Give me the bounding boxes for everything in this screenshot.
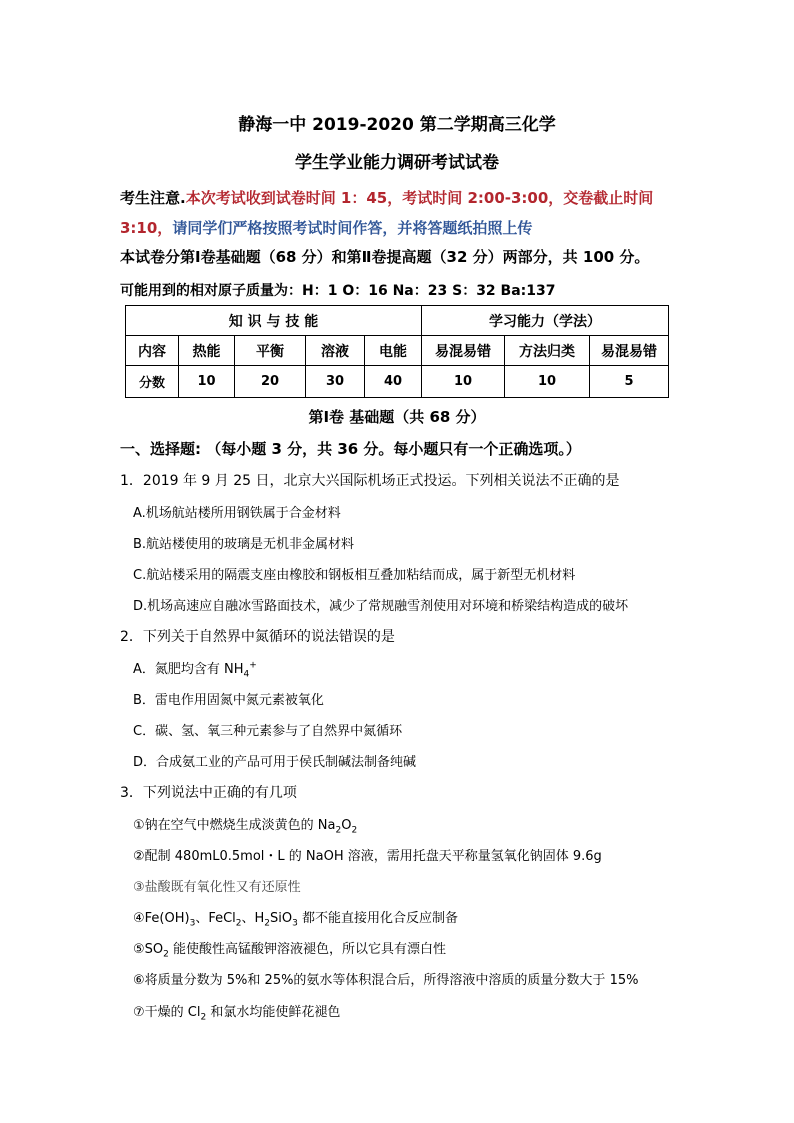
atomic-masses: 可能用到的相对原子质量为：H：1 O：16 Na：23 S：32 Ba:137 bbox=[120, 283, 556, 299]
question-2-option-b: B．雷电作用固氮中氮元素被氧化 bbox=[133, 693, 324, 708]
score-cell: 10 bbox=[422, 366, 505, 398]
exam-intro: 本试卷分第Ⅰ卷基础题（68 分）和第Ⅱ卷提高题（32 分）两部分，共 100 分。 bbox=[120, 248, 650, 266]
score-cell: 40 bbox=[365, 366, 422, 398]
question-3-statement-5: $⑤SO_2$ 能使酸性高锰酸钾溶液褪色，所以它具有漂白性 bbox=[133, 942, 447, 960]
question-2-stem: 2．下列关于自然界中氮循环的说法错误的是 bbox=[120, 629, 395, 645]
column-header: 易混易错 bbox=[422, 336, 505, 366]
question-1-stem: 1．2019 年 9 月 25 日，北京大兴国际机场正式投运。下列相关说法不正确的是 bbox=[120, 473, 620, 489]
column-header: 方法归类 bbox=[505, 336, 590, 366]
question-1-option-c: C.航站楼采用的隔震支座由橡胶和钢板相互叠加粘结而成，属于新型无机材料 bbox=[133, 568, 576, 583]
question-2-option-c: C．碳、氢、氧三种元素参与了自然界中氮循环 bbox=[133, 724, 403, 739]
question-1-option-a: A.机场航站楼所用钢铁属于合金材料 bbox=[133, 506, 341, 521]
notice-time-text: 本次考试收到试卷时间 1：45，考试时间 2:00-3:00，交卷截止时间 3:10， bbox=[120, 189, 654, 237]
score-cell: 30 bbox=[306, 366, 365, 398]
question-3-statement-3: ③盐酸既有氧化性又有还原性 bbox=[133, 880, 301, 895]
exam-subtitle: 学生学业能力调研考试试卷 bbox=[295, 153, 499, 173]
section-title: 第Ⅰ卷 基础题（共 68 分） bbox=[308, 408, 486, 426]
question-2-option-a: A．氮肥均含有 $NH_4^+$ bbox=[133, 660, 257, 680]
group-ability-header: 学习能力（学法） bbox=[422, 306, 669, 336]
question-3-statement-6: ⑥将质量分数为 5%和 25%的氨水等体积混合后，所得溶液中溶质的质量分数大于 15% bbox=[133, 973, 639, 988]
question-3-statement-7: ⑦干燥的 $Cl_2$ 和氯水均能使鲜花褪色 bbox=[133, 1005, 341, 1023]
question-3-statement-4: $④Fe(OH)_3$、FeCl$_2$、$H_2SiO_3$ 都不能直接用化合反应制备 bbox=[133, 911, 459, 929]
question-2-option-d: D．合成氨工业的产品可用于侯氏制碱法制备纯碱 bbox=[133, 755, 417, 770]
column-header: 平衡 bbox=[235, 336, 306, 366]
row-label-score: 分数 bbox=[126, 366, 179, 398]
question-3-statement-1: ①钠在空气中燃烧生成淡黄色的 $Na_2O_2$ bbox=[133, 818, 358, 836]
question-1-option-b: B.航站楼使用的玻璃是无机非金属材料 bbox=[133, 537, 355, 552]
column-header: 溶液 bbox=[306, 336, 365, 366]
group-knowledge-header: 知 识 与 技 能 bbox=[126, 306, 422, 336]
column-header: 易混易错 bbox=[590, 336, 669, 366]
notice-instruction-text: 请同学们严格按照考试时间作答，并将答题纸拍照上传 bbox=[172, 219, 533, 237]
question-3-statement-2: ②配制 480mL0.5mol・L 的 NaOH 溶液，需用托盘天平称量氢氧化钠固体 9.6g bbox=[133, 849, 602, 864]
exam-notice bbox=[120, 183, 680, 243]
part-heading: 一、选择题: （每小题 3 分，共 36 分。每小题只有一个正确选项。） bbox=[120, 440, 581, 458]
score-cell: 10 bbox=[179, 366, 235, 398]
score-cell: 10 bbox=[505, 366, 590, 398]
score-cell: 5 bbox=[590, 366, 669, 398]
question-1-option-d: D.机场高速应自融冰雪路面技术，减少了常规融雪剂使用对环境和桥梁结构造成的破坏 bbox=[133, 599, 629, 614]
row-label-content: 内容 bbox=[126, 336, 179, 366]
notice-label: 考生注意. bbox=[120, 189, 186, 207]
score-cell: 20 bbox=[235, 366, 306, 398]
skills-table bbox=[125, 305, 669, 398]
column-header: 电能 bbox=[365, 336, 422, 366]
question-3-stem: 3．下列说法中正确的有几项 bbox=[120, 785, 297, 801]
column-header: 热能 bbox=[179, 336, 235, 366]
exam-title: 静海一中 2019-2020 第二学期高三化学 bbox=[238, 115, 556, 135]
